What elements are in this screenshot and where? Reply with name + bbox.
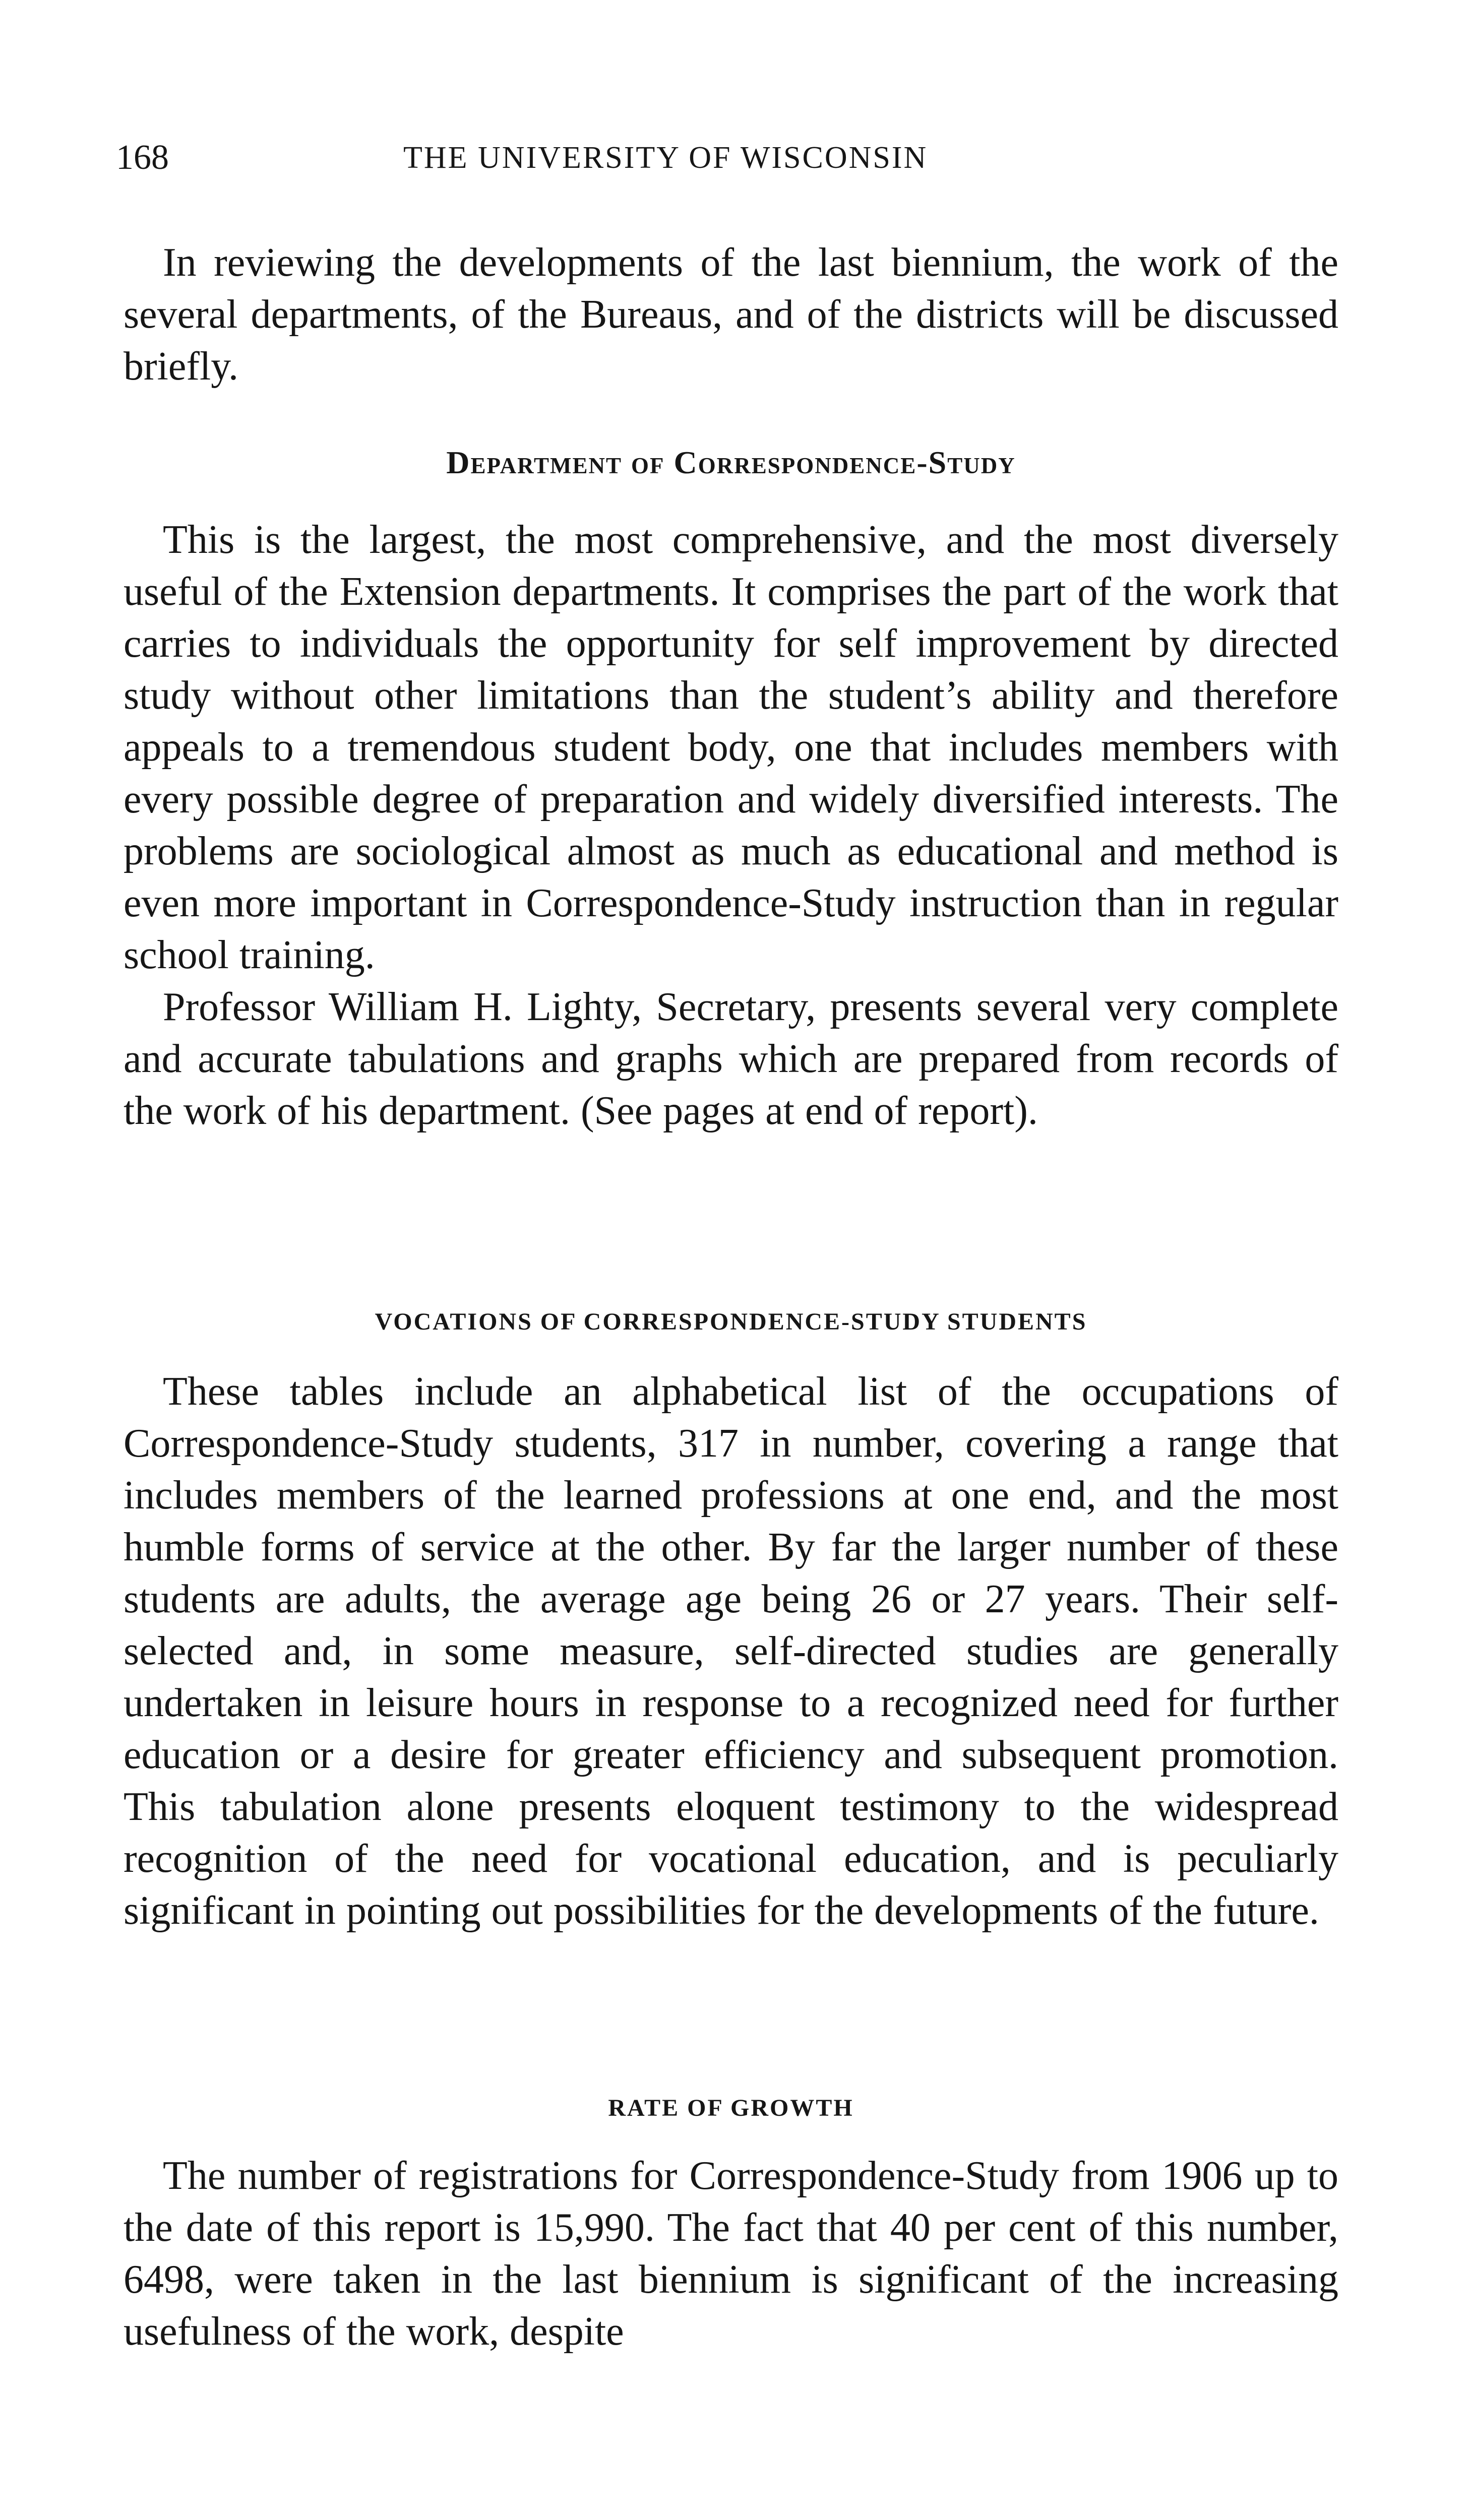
- correspondence-study-section: [124, 514, 1338, 1137]
- heading-correspondence-study: Department of Correspondence-Study: [446, 445, 1016, 480]
- correspondence-paragraph-1: This is the largest, the most comprehensive, and the most diversely useful of the Extension departments. It comprises the part of the work that carries to individuals the opportunity for self improvement by directed study without other limitations than the student’s ability and therefore appeals to a tremendous student body, one that includes members with every possible degree of preparation and widely diversified interests. The problems are sociological almost as much as educational and method is even more important in Correspondence-Study instruction than in regular school training.: [124, 518, 1338, 977]
- vocations-paragraph: These tables include an alphabetical list of the occupations of Correspondence-Study students, 317 in number, covering a range that includes members of the learned professions at one end, and the most humble forms of service at the other. By far the larger number of these students are adults, the average age being 26 or 27 years. Their self-selected and, in some measure, self-directed studies are generally undertaken in leisure hours in response to a recognized need for further education or a desire for greater efficiency and subsequent promotion. This tabulation alone presents eloquent testimony to the widespread recognition of the need for vocational education, and is peculiarly significant in pointing out possibilities for the developments of the future.: [124, 1369, 1338, 1933]
- running-head: [116, 135, 1356, 180]
- heading-vocations: VOCATIONS OF CORRESPONDENCE-STUDY STUDENTS: [375, 1308, 1087, 1335]
- correspondence-paragraph-2: Professor William H. Lighty, Secretary, presents several very complete and accurate tabulations and graphs which are prepared from records of the work of his department. (See pages at end of report).: [124, 985, 1338, 1133]
- page-number: 168: [116, 138, 169, 177]
- growth-paragraph: The number of registrations for Correspondence-Study from 1906 up to the date of this report is 15,990. The fact that 40 per cent of this number, 6498, were taken in the last biennium is significant of the increasing usefulness of the work, despite: [124, 2154, 1338, 2354]
- intro-paragraph: In reviewing the developments of the last biennium, the work of the several departments, of the Bureaus, and of the districts will be discussed briefly.: [124, 240, 1338, 389]
- rate-of-growth-section: [124, 2150, 1338, 2358]
- heading-rate-of-growth: RATE OF GROWTH: [608, 2095, 854, 2121]
- vocations-section: [124, 1366, 1338, 1937]
- intro-block: [124, 237, 1338, 393]
- running-title: THE UNIVERSITY OF WISCONSIN: [403, 141, 928, 175]
